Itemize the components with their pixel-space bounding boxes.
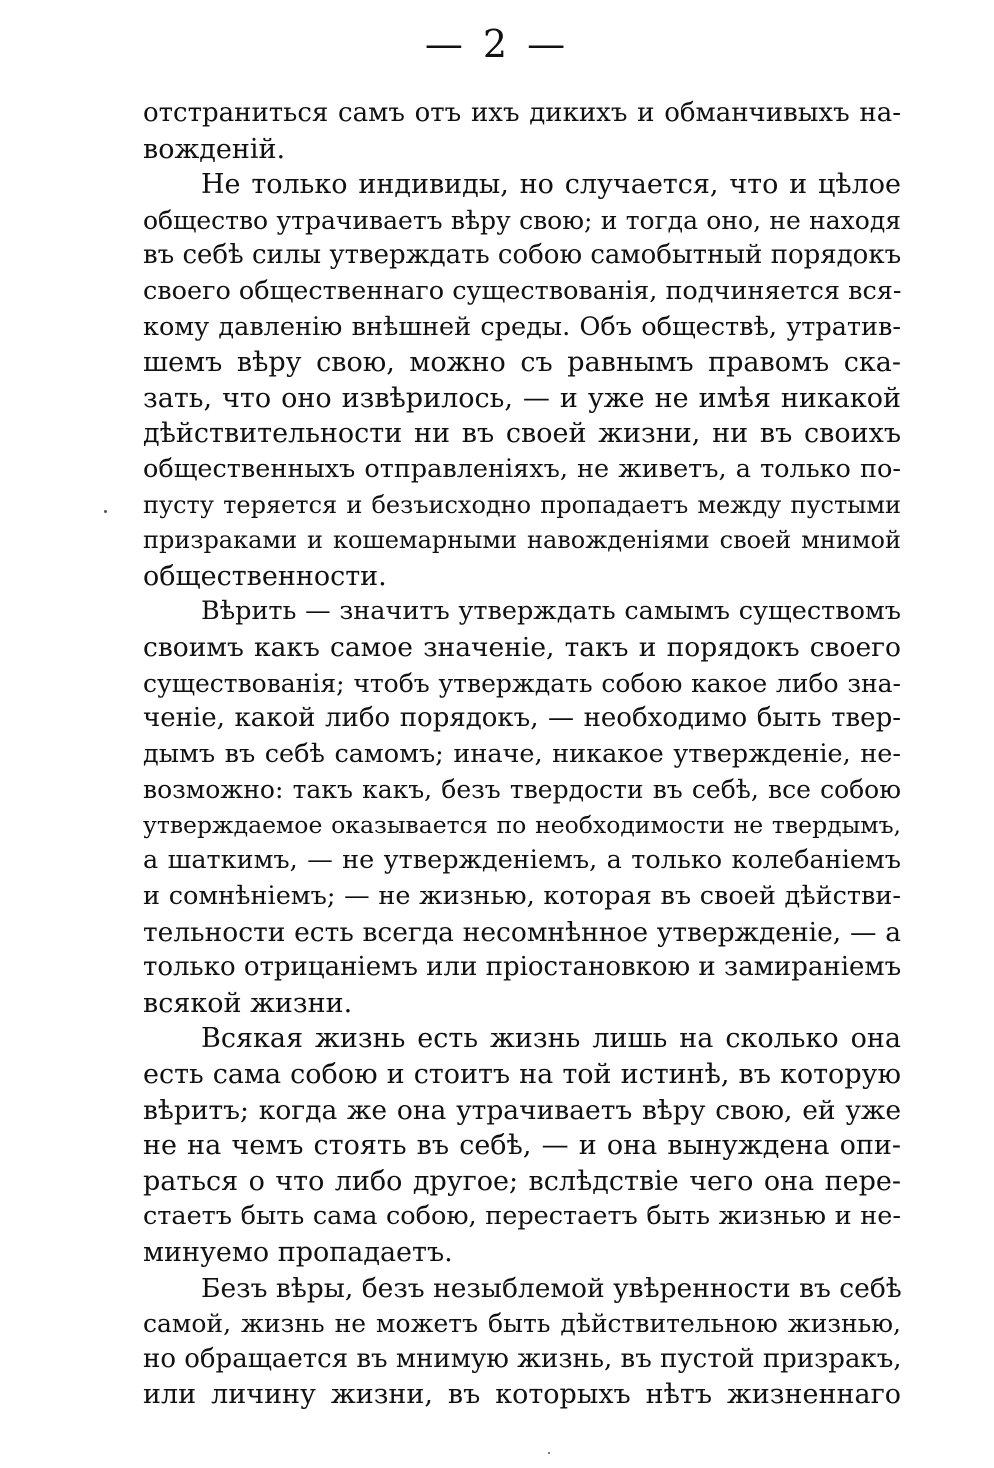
paragraph xyxy=(143,594,901,1021)
paragraph xyxy=(143,1021,901,1270)
text-line: утверждаемое оказывается по необходимости не твердымъ, xyxy=(143,810,901,839)
text-line: призраками и кошемарными навожденіями своей мнимой xyxy=(143,526,901,555)
page-number: — 2 — xyxy=(424,22,570,66)
text-line: общественныхъ отправленіяхъ, не живетъ, а только по- xyxy=(143,453,901,484)
text-line: самой, жизнь не можетъ быть дѣйствительною жизнью, xyxy=(143,1309,901,1339)
text-line: своего общественнаго существованія, подчиняется вся- xyxy=(143,275,902,306)
print-speck xyxy=(104,510,107,513)
text-line: всякой жизни. xyxy=(143,987,353,1019)
text-line: тельности есть всегда несомнѣнное утвержденіе, — а xyxy=(143,916,901,948)
text-line: своимъ какъ самое значеніе, такъ и порядокъ своего xyxy=(143,631,901,663)
text-line: дымъ въ себѣ самомъ; иначе, никакое утвержденіе, не- xyxy=(143,738,901,769)
paragraph xyxy=(143,96,901,167)
body-text xyxy=(143,96,901,1413)
text-line: дѣйствительности ни въ своей жизни, ни въ своихъ xyxy=(143,418,901,450)
text-line: ченіе, какой либо порядокъ, — необходимо быть твер- xyxy=(143,703,901,734)
text-line: а шаткимъ, — не утвержденіемъ, а только колебаніемъ xyxy=(143,845,901,876)
text-line: и сомнѣніемъ; — не жизнью, которая въ своей дѣйстви- xyxy=(143,881,901,912)
text-line: или личину жизни, въ которыхъ нѣтъ жизненнаго xyxy=(143,1379,901,1411)
text-line: шемъ вѣру свою, можно съ равнымъ правомъ ска- xyxy=(143,347,901,379)
text-line: Безъ вѣры, безъ незыблемой увѣренности въ себѣ xyxy=(201,1272,902,1304)
text-line: возможно: такъ какъ, безъ твердости въ себѣ, все собою xyxy=(143,775,901,805)
paragraph xyxy=(143,1271,901,1413)
text-line: Всякая жизнь есть жизнь лишь на сколько она xyxy=(201,1023,901,1055)
text-line: минуемо пропадаетъ. xyxy=(143,1237,453,1268)
text-line: въ себѣ силы утверждать собою самобытный порядокъ xyxy=(143,240,902,271)
text-line: вожденій. xyxy=(143,133,286,165)
text-line: только отрицаніемъ или пріостановкою и замираніемъ xyxy=(143,952,902,983)
text-line: пусту теряется и безъисходно пропадаетъ между пустыми xyxy=(143,490,901,519)
text-line: зать, что оно извѣрилось, — и уже не имѣя никакой xyxy=(143,382,901,414)
text-line: Не только индивиды, но случается, что и цѣлое xyxy=(201,169,901,201)
text-line: но обращается въ мнимую жизнь, въ пустой призракъ, xyxy=(143,1343,902,1374)
text-line: существованія; чтобъ утверждать собою какое либо зна- xyxy=(143,668,901,698)
text-line: вѣритъ; когда же она утрачиваетъ вѣру свою, ей уже xyxy=(143,1094,901,1126)
text-line: общественности. xyxy=(143,560,387,592)
paragraph xyxy=(143,167,901,594)
text-line: кому давленію внѣшней среды. Объ обществѣ, утратив- xyxy=(143,311,901,342)
print-speck xyxy=(548,1452,550,1454)
text-line: не на чемъ стоять въ себѣ, — и она вынуждена опи- xyxy=(143,1130,901,1162)
text-line: есть сама собою и стоитъ на той истинѣ, въ которую xyxy=(143,1059,901,1091)
text-line: раться о что либо другое; вслѣдствіе чего она пере- xyxy=(143,1165,901,1197)
text-line: стаетъ быть сама собою, перестаетъ быть жизнью и не- xyxy=(143,1201,901,1232)
text-line: Вѣрить — значитъ утверждать самымъ существомъ xyxy=(201,596,901,627)
text-line: отстраниться самъ отъ ихъ дикихъ и обманчивыхъ на- xyxy=(143,98,901,128)
text-line: общество утрачиваетъ вѣру свою; и тогда оно, не находя xyxy=(143,205,901,235)
